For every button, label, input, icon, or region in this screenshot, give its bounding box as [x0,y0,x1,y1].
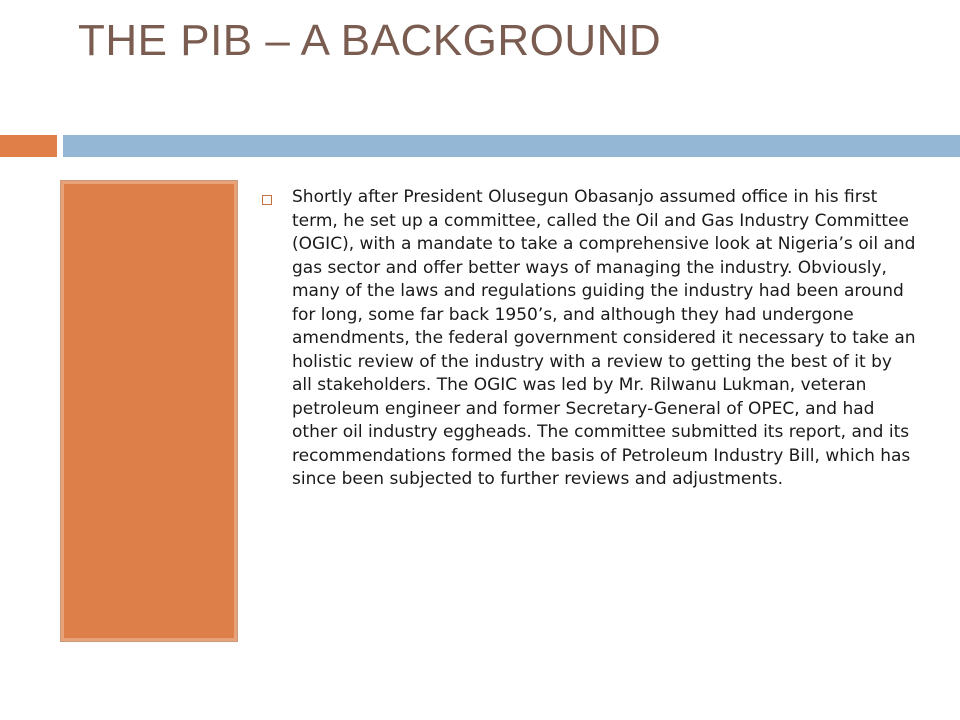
bullet-text: Shortly after President Olusegun Obasanjo assumed office in his first term, he set up a committee, called the Oil and Gas Industry Committee (OGIC), with a mandate to take a comprehensive look at Nigeria’s oil and gas sector and offer better ways of managing the industry. Obviously, many of the laws and regulations guiding the industry had been around for long, some far back 1950’s, and although they had undergone amendments, the federal government considered it necessary to take an holistic review of the industry with a review to getting the best of it by all stakeholders. The OGIC was led by Mr. Rilwanu Lukman, veteran petroleum engineer and former Secretary-General of OPEC, and had other oil industry eggheads. The committee submitted its report, and its recommendations formed the basis of Petroleum Industry Bill, which has since been subjected to further reviews and adjustments. [292,187,916,489]
slide-title: THE PIB – A BACKGROUND [78,16,662,65]
bullet-item [262,186,917,492]
bullet-list [262,186,917,492]
hollow-square-bullet-icon [262,195,272,205]
decorative-side-panel [60,180,238,642]
accent-bar-orange [0,135,57,157]
accent-bar-blue [63,135,960,157]
